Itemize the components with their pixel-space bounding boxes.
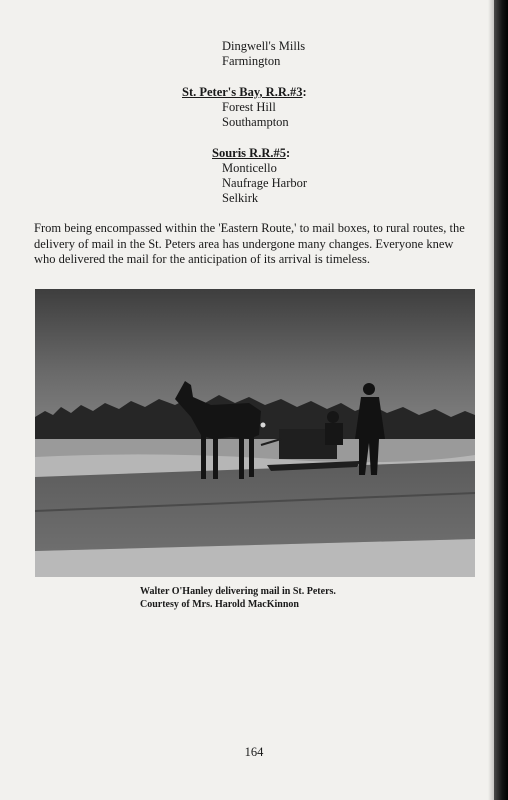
route-heading-text: Souris R.R.#5: [212, 146, 286, 160]
page-number: 164: [244, 745, 264, 759]
route-heading-text: St. Peter's Bay, R.R.#3: [182, 85, 303, 99]
place-name: Southampton: [222, 115, 289, 129]
route-heading-colon: :: [302, 85, 307, 99]
photograph-mail-sleigh: [35, 289, 475, 577]
place-name: Monticello: [222, 161, 277, 175]
photo-caption: [140, 585, 460, 611]
route-heading-souris: [212, 146, 290, 161]
place-name: Selkirk: [222, 191, 259, 205]
caption-credit: Courtesy of Mrs. Harold MacKinnon: [140, 599, 299, 610]
book-spine-edge: [494, 0, 508, 800]
route-heading-colon: :: [285, 146, 291, 160]
place-name: Forest Hill: [222, 100, 276, 114]
place-name: Farmington: [222, 54, 281, 68]
caption-line: Walter O'Hanley delivering mail in St. Peters.: [140, 586, 336, 597]
body-paragraph: From being encompassed within the 'Eastern Route,' to mail boxes, to rural routes, the delivery of mail in the St. Peters area has undergone many changes. Everyone knew who delivered the mail for the anticipation of its arrival is timeless.: [34, 221, 465, 266]
place-name: Dingwell's Mills: [222, 39, 306, 53]
place-name: Naufrage Harbor: [222, 176, 308, 190]
route-heading-st-peters: [182, 85, 307, 100]
